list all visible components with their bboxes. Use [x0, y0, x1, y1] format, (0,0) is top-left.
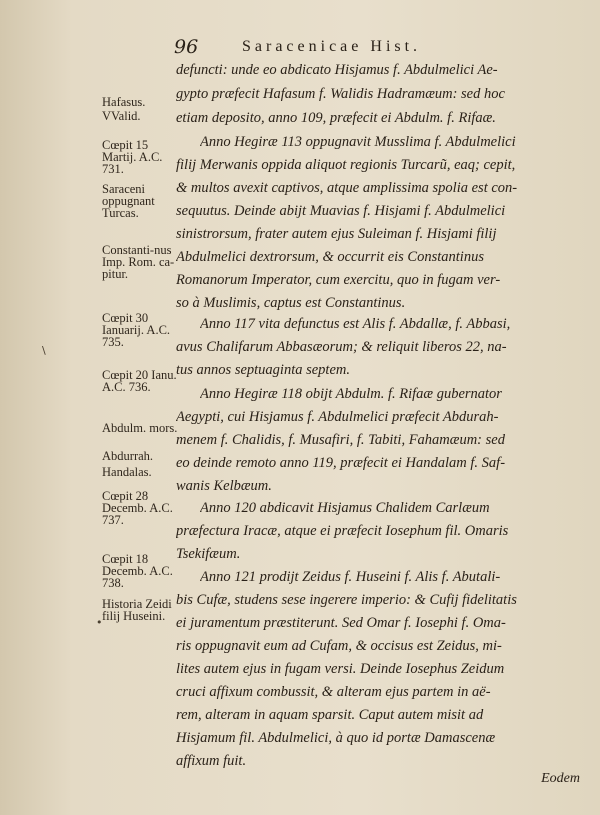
text-line: Anno Hegiræ 118 obijt Abdulm. f. Rifaæ gubernator [200, 386, 502, 402]
text-line: eo deinde remoto anno 119, præfecit ei Handalam f. Saf- [176, 455, 506, 471]
text-line: Anno Hegiræ 113 oppugnavit Musslima f. Abdulmelici [200, 134, 516, 150]
margin-note-date-735: Cœpit 30 Ianuarij. A.C. 735. [102, 311, 171, 349]
text-line: præfectura Iracæ, atque ei præfecit Iosephum fil. Omaris [176, 523, 509, 539]
text-line: avus Chalifarum Abbasæorum; & reliquit liberos 22, na- [176, 339, 507, 355]
text-line: Anno 117 vita defunctus est Alis f. Abdallæ, f. Abbasi, [200, 316, 511, 332]
text-line: Abdulmelici dextrorsum, & occurrit eis Constantinus [176, 249, 484, 265]
text-line: menem f. Chalidis, f. Musafiri, f. Tabiti, Fahamæum: sed [176, 432, 505, 448]
margin-note-date-736: Cœpit 20 Ianu. A.C. 736. [102, 368, 177, 394]
margin-note-walid: VValid. [102, 109, 141, 123]
text-line: Romanorum Imperator, cum exercitu, quo in fugam ver- [176, 272, 501, 288]
text-line: Anno 120 abdicavit Hisjamus Chalidem Carlæum [200, 500, 490, 516]
text-line: tus annos septuaginta septem. [176, 362, 350, 378]
margin-note-date-737: Cœpit 28 Decemb. A.C. 737. [102, 489, 173, 527]
margin-note-saraceni: Saraceni oppugnant Turcas. [102, 182, 155, 220]
margin-note-hafasus: Hafasus. [102, 95, 146, 109]
text-line: filij Merwanis oppida aliquot regionis Turcarũ, eaq; cepit, [176, 157, 516, 173]
margin-note-abdurrah: Abdurrah. [102, 449, 154, 463]
text-line: & multos avexit captivos, atque amplissima spolia est con- [176, 180, 518, 196]
text-line: so à Muslimis, captus est Constantinus. [176, 295, 406, 311]
page-number: 96 [174, 36, 199, 58]
text-line: lites autem ejus in fugam versi. Deinde Iosephus Zeidum [176, 661, 505, 677]
text-line: gypto præfecit Hafasum f. Walidis Hadramæum: sed hoc [176, 86, 505, 102]
margin-note-date-738: Cœpit 18 Decemb. A.C. 738. [102, 552, 173, 590]
text-line: affixum fuit. [176, 753, 247, 769]
margin-note-handalas: Handalas. [102, 465, 152, 479]
running-head: Saracenicae Hist. [242, 38, 422, 55]
margin-note-historia-zeidi: Historia Zeidi filij Huseini. [102, 597, 172, 623]
bullet-mark: • [96, 616, 103, 629]
text-line: Hisjamum fil. Abdulmelici, à quo id portæ Damascenæ [176, 730, 496, 746]
margin-note-date-731: Cœpit 15 Martij. A.C. 731. [102, 138, 163, 176]
page-header [174, 36, 574, 60]
margin-note-constantinus: Constanti-nus Imp. Rom. ca-pitur. [102, 243, 175, 281]
text-line: bis Cufæ, studens sese ingerere imperio: & Cufij fidelitatis [176, 592, 517, 608]
text-line: Tsekifæum. [176, 546, 241, 562]
text-line: defuncti: unde eo abdicato Hisjamus f. Abdulmelici Ae- [176, 62, 498, 78]
text-line: Aegypti, cui Hisjamus f. Abdulmelici præfecit Abdurah- [176, 409, 499, 425]
text-line: rem, alteram in aquam sparsit. Caput autem misit ad [176, 707, 484, 723]
text-line: sequutus. Deinde abijt Muavias f. Hisjami f. Abdulmelici [176, 203, 506, 219]
catchword: Eodem [541, 771, 580, 786]
text-line: ris oppugnavit eum ad Cufam, & occisus est Zeidus, mi- [176, 638, 502, 654]
text-line: ei juramentum præstiterunt. Sed Omar f. Iosephi f. Oma- [176, 615, 506, 631]
text-line: wanis Kelbæum. [176, 478, 272, 494]
margin-note-abdulm-mors: Abdulm. mors. [102, 421, 178, 435]
text-line: cruci affixum combussit, & alteram ejus partem in aë- [176, 684, 491, 700]
margin-mark: \ [42, 344, 46, 357]
text-line: Anno 121 prodijt Zeidus f. Huseini f. Alis f. Abutali- [200, 569, 501, 585]
text-line: sinistrorsum, frater autem ejus Suleiman f. Hisjami filij [176, 226, 497, 242]
text-line: etiam deposito, anno 109, præfecit ei Abdulm. f. Rifaæ. [176, 110, 496, 126]
